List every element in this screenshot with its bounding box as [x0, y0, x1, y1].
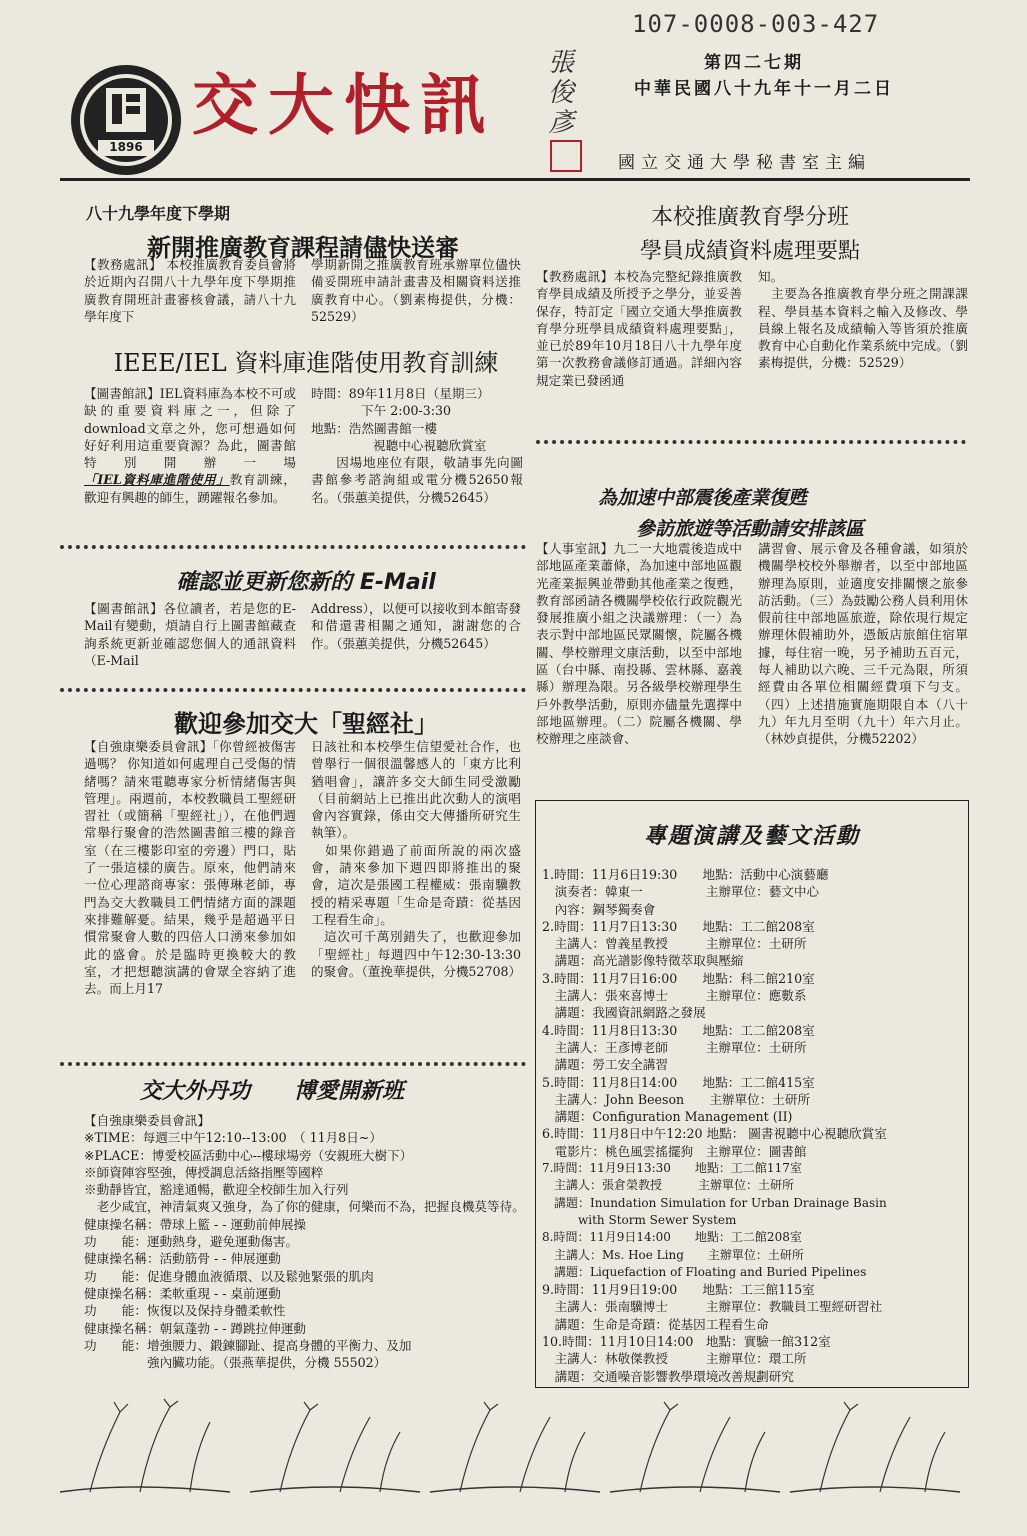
- event-item: 2.時間：11月7日13:30 地點：工二館208室 主講人：曾義星教授 主辦單位：土研所 講題：高光譜影像特徵萃取與壓縮: [542, 918, 815, 969]
- editor-line: 國立交通大學秘書室主編: [618, 153, 871, 173]
- events-list: [536, 866, 968, 1385]
- a7-headline: 交大外丹功 博愛開新班: [140, 1078, 405, 1104]
- a3-col2: [311, 385, 523, 506]
- a2-col2a: 知。: [758, 269, 784, 284]
- event-item: 9.時間：11月9日19:00 地點：工三館115室 主講人：張南驥博士 主辦單位：教職員工聖經研習社 講題：生命是奇蹟：從基因工程看生命: [542, 1282, 883, 1332]
- university-logo: [68, 62, 184, 178]
- a3-time-line2: 下午 2:00-3:30: [361, 403, 452, 419]
- a7-line: 功 能：增強腰力、鍛鍊腳趾、提高身體的平衡力、及加: [84, 1337, 412, 1353]
- logo-year: 1896: [109, 140, 143, 154]
- a7-line: 健康操名稱：柔軟重現 - - 桌前運動: [84, 1285, 281, 1301]
- a7-line: 健康操名稱：活動筋骨 - - 伸展運動: [84, 1251, 281, 1267]
- a7-body: [84, 1112, 530, 1371]
- a5-headline: 確認並更新您新的 E-Mail: [176, 570, 436, 595]
- a1-col2: 學期新開之推廣教育班承辦單位儘快備妥開班申請計畫書及相關資料送推廣教育中心。（劉素梅提供，分機：52529）: [311, 257, 521, 324]
- a3-place-line2: 視聽中心視聽欣賞室: [373, 437, 487, 453]
- a3-col1: [84, 385, 296, 506]
- a7-line: ※動靜皆宜，豁達通暢，歡迎全校師生加入行列: [84, 1182, 349, 1198]
- a7-line: ※TIME：每週三中午12:10--13:00 （ 11月8日~）: [84, 1130, 382, 1146]
- a4-col2: 講習會、展示會及各種會議，如須於機關學校校外舉辦者，以至中部地區辦理為原則，並適度安排關懷之旅參訪活動。（三）為鼓勵公務人員利用休假前往中部地區旅遊，除依現行規定辦理休假補助外，憑飯店旅館住宿單據，每住宿一晚，另予補助五百元，每人補助以六晚、三千元為限，所須經費由各單位相關經費項下勻支。（四）上述措施實施期限自本（八十九）年九月至明（九十）年六月止。（林妙貞提供，分機52202）: [758, 541, 968, 747]
- event-item: 8.時間：11月9日14:00 地點：工二館208室 主講人：Ms. Hoe Ling 主辦單位：土研所 講題：Liquefaction of Floating and Buried Pipelines: [542, 1230, 867, 1279]
- a2-headline-line2: 學員成績資料處理要點: [639, 239, 860, 264]
- event-item: 5.時間：11月8日14:00 地點：工二館415室 主講人：John Beeson 主辦單位：土研所 講題：Configuration Management (II): [542, 1074, 815, 1125]
- a7-line: 健康操名稱：朝氣蓬勃 - - 蹲跳拉伸運動: [84, 1320, 307, 1336]
- calligraphy-signature: 張俊彥: [548, 48, 575, 138]
- a3-headline: IEEE/IEL 資料庫進階使用教育訓練: [113, 349, 499, 377]
- a6-col1: 【自強康樂委員會訊】「你曾經被傷害過嗎？ 你知道如何處理自己受傷的情緒嗎？請來電聽專家分析情緒傷害與管理」。兩週前，本校教職員工聖經研習社（或簡稱「聖經社」），在他們週常舉行聚會的浩然圖書館三樓的錄音室（在三樓影印室的旁邊）門口，貼了一張這樣的廣告。原來，他們請來一位心理諮商專家：張傳琳老師，專門為交大教職員工們情緒方面的課題來排難解憂。結果，幾乎是超過平日慣常聚會人數的四倍人口湧來參加如此的盛會。於是臨時更換較大的教室，才把想聽演講的會眾全容納了進去。而上月17: [84, 739, 296, 997]
- a7-line: 功 能：恢復以及保持身體柔軟性: [84, 1303, 286, 1319]
- archive-code-handwritten: 107-0008-003-427: [632, 10, 880, 38]
- a2-col2: [758, 268, 968, 372]
- a6-col2: 日該社和本校學生信望愛社合作，也曾舉行一個很溫馨感人的「東方比利猶唱會」，讓許多交大師生同受激勵（目前網站上已推出此次動人的演唱會內容實錄，係由交大傳播所研究生執筆）。 如果你錯過了前面所說的兩次盛會，請來參加下週四即將推出的聚會，這次是張國工程權威：張南驥教授的精采專題「生命是奇蹟：從基因工程看生命」。 這次可千萬別錯失了，也歡迎參加「聖經社」每週四中午12:30-13:30的聚會。（董挽華提供，分機52708）: [311, 739, 522, 979]
- a3-col1-text: 【圖書館訊】IEL資料庫為本校不可或缺的重要資料庫之一，但除了download文章之外，您可想過如何好好利用這重要資源？為此，圖書館特別開辦一場: [84, 386, 296, 471]
- a5-col1: 【圖書館訊】各位讀者，若是您的E-Mail有變動，煩請自行上圖書館藏查詢系統更新並確認您個人的通訊資料（E-Mail: [84, 601, 296, 668]
- issue-date: 中華民國八十九年十一月二日: [634, 79, 894, 99]
- event-item: 10.時間：11月10日14:00 地點：實驗一館312室 主講人：林敬傑教授 主辦單位：環工所 講題：交通噪音影響教學環境改善規劃研究: [542, 1334, 831, 1384]
- a7-line: 強內臟功能。（張燕華提供，分機 55502）: [84, 1355, 387, 1371]
- a2-col1: 【教務處訊】本校為完整紀錄推廣教育學員成績及所授予之學分，並妥善保存，特訂定「國立交通大學推廣教育學分班學員成績資料處理要點」，並已於89年10月18日八十九學年度第一次教務會議修訂通過。詳細內容規定業已發函通: [536, 269, 742, 388]
- event-item: 4.時間：11月8日13:30 地點：工二館208室 主講人：王彥博老師 主辦單位：土研所 講題：勞工安全講習: [542, 1022, 815, 1073]
- a7-line: ※PLACE：博愛校區活動中心--樓球場旁（安親班大樹下）: [84, 1147, 413, 1163]
- event-item: 3.時間：11月7日16:00 地點：科二館210室 主講人：張來喜博士 主辦單位：應數系 講題：我國資訊網路之發展: [542, 970, 815, 1021]
- divider-dotted: [60, 545, 526, 549]
- a7-line: 健康操名稱：帶球上籃 - - 運動前伸展操: [84, 1216, 307, 1232]
- a7-line: ※師資陣容堅強，傳授調息活絡指壓等國粹: [84, 1164, 324, 1180]
- a7-line: 功 能：運動熱身，避免運動傷害。: [84, 1234, 299, 1250]
- a1-headline: 新開推廣教育課程請儘快送審: [147, 234, 459, 262]
- a7-line: 功 能：促進身體血液循環、以及鬆弛緊張的肌肉: [84, 1268, 374, 1284]
- a4-col1: 【人事室訊】九二一大地震後造成中部地區產業蕭條，為加速中部地區觀光產業振興並帶動其他產業之復甦，教育部函請各機關學校依行政院觀光發展推廣小組之決議辦理：（一）為表示對中部地區民眾關懷，院屬各機關、學校辦理文康活動，以至中部地區（台中縣、南投縣、雲林縣、嘉義縣）辦理為限。另各級學校辦理學生戶外教學活動，原則亦儘量先選擇中部地區辦理。（二）院屬各機關、學校辦理之座談會、: [536, 541, 742, 747]
- a3-time-line1: 時間：89年11月8日（星期三）: [311, 386, 490, 401]
- a2-headline-line1: 本校推廣教育學分班: [650, 205, 849, 230]
- divider-dotted: [60, 688, 526, 692]
- a6-headline: 歡迎參加交大「聖經社」: [174, 710, 438, 738]
- event-item: 7.時間：11月9日13:30 地點：工二館117室 主講人：張倉榮教授 主辦單位：土研所 講題：Inundation Simulation for Urban Drainage Basin with Storm Sewer System: [542, 1161, 887, 1227]
- masthead-title: 交大快訊: [192, 66, 496, 144]
- events-box: [535, 800, 969, 1388]
- reed-illustration-strip: [50, 1392, 980, 1502]
- a4-headline2: 參訪旅遊等活動請安排該區: [636, 518, 865, 540]
- a5-col2: Address），以便可以接收到本館寄發和借還書相關之通知，謝謝您的合作。（張蕙美提供，分機52645）: [311, 601, 521, 651]
- a3-note: 因場地座位有限，敬請事先向圖書館參考諮詢組或電分機52650報名。（張蕙美提供，分機52645）: [311, 455, 523, 505]
- a2-col2b: 主要為各推廣教育學分班之開課課程、學員基本資料之輸入及修改、學員線上報名及成績輸入等皆須於推廣教育中心自動化作業系統中完成。（劉素梅提供，分機：52529）: [758, 286, 968, 371]
- a3-col1-tail: 教育訓練，歡迎有興趣的師生，踴躍報名參加。: [84, 472, 296, 505]
- events-headline: 專題演講及藝文活動: [643, 823, 860, 849]
- a4-headline: 為加速中部震後產業復甦: [598, 487, 808, 509]
- red-seal-stamp: [550, 140, 582, 172]
- event-item: 6.時間：11月8日中午12:20 地點： 圖書視聽中心視聽欣賞室 電影片：桃色風雲搖擺狗 主辦單位：圖書館: [542, 1126, 887, 1159]
- issue-number: 第四二七期: [704, 53, 804, 73]
- a1-col1: 【教務處訊】 本校推廣教育委員會將於近期內召開八十九學年度下學期推廣教育開班計畫審核會議，請八十九學年度下: [84, 257, 296, 324]
- a1-kicker: 八十九學年度下學期: [86, 204, 231, 223]
- a7-line: 老少咸宜，神清氣爽又強身，為了你的健康，何樂而不為，把握良機莫等待。: [84, 1199, 525, 1215]
- divider-dotted: [60, 1062, 526, 1066]
- event-item: 1.時間：11月6日19:30 地點：活動中心演藝廳 演奏者：韓東一 主辦單位：藝文中心 內容：鋼琴獨奏會: [542, 867, 829, 917]
- a3-col1-emph: 「IEL資料庫進階使用」: [84, 472, 230, 488]
- divider-dotted: [536, 440, 966, 444]
- masthead-rule: [60, 178, 970, 181]
- a3-place-line1: 地點：浩然圖書館一樓: [311, 420, 437, 436]
- a7-intro: 【自強康樂委員會訊】: [84, 1113, 210, 1128]
